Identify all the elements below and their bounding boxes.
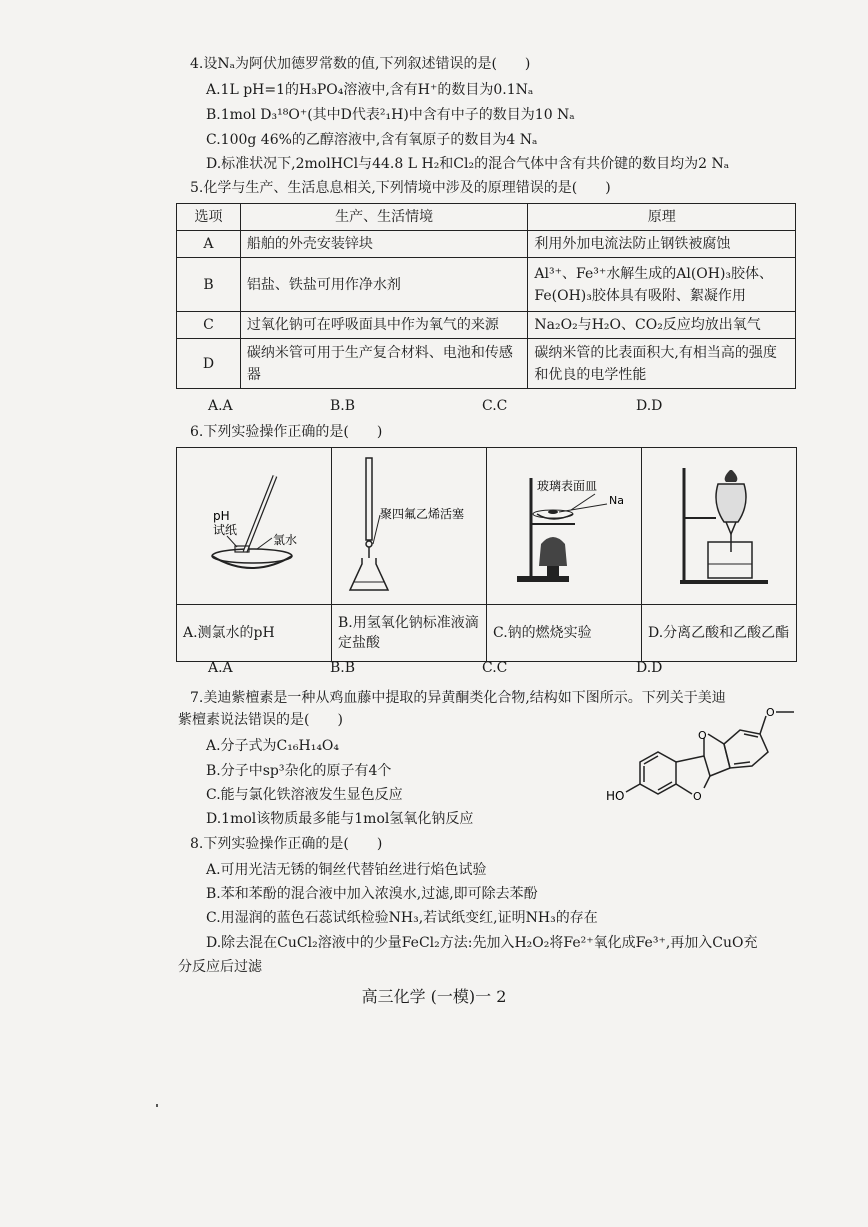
q8-option-d: D.除去混在CuCl₂溶液中的少量FeCl₂方法:先加入H₂O₂将Fe²⁺氧化成Fe³⁺,再加入CuO充: [206, 935, 758, 951]
q7-option-b: B.分子中sp³杂化的原子有4个: [206, 763, 392, 779]
q6-caption-c: C.钠的燃烧实验: [487, 605, 642, 662]
q6-figure-c: [487, 448, 642, 605]
q5-stem: 5.化学与生产、生活息息相关,下列情境中涉及的原理错误的是( ): [190, 180, 611, 196]
q5-header-scene: 生产、生活情境: [240, 204, 527, 231]
q8-option-c: C.用湿润的蓝色石蕊试纸检验NH₃,若试纸变红,证明NH₃的存在: [206, 910, 598, 926]
q5-row-c-option: C: [177, 312, 241, 339]
hydroxyl-label: HO: [606, 789, 625, 803]
q5-choice-c: C.C: [482, 398, 508, 414]
q8-option-b: B.苯和苯酚的混合液中加入浓溴水,过滤,即可除去苯酚: [206, 886, 538, 902]
q6-figure-a: [177, 448, 332, 605]
q5-choice-a: A.A: [208, 398, 233, 414]
q6-choice-b: B.B: [330, 660, 356, 676]
q7-option-c: C.能与氯化铁溶液发生显色反应: [206, 787, 403, 803]
q6-table: [176, 447, 797, 662]
svg-text:O: O: [766, 706, 775, 719]
q4-option-a: A.1L pH=1的H₃PO₄溶液中,含有H⁺的数目为0.1Nₐ: [206, 82, 534, 98]
svg-text:O: O: [693, 790, 702, 803]
sodium-combustion-illustration: [487, 448, 642, 600]
q5-header-option: 选项: [177, 204, 241, 231]
sodium-label: Na: [609, 494, 624, 507]
q8-stem: 8.下列实验操作正确的是( ): [190, 836, 383, 852]
q4-option-b: B.1mol D₃¹⁸O⁺(其中D代表²₁H)中含有中子的数目为10 Nₐ: [206, 107, 575, 123]
test-paper-label: 试纸: [213, 523, 238, 537]
q5-row-d-principle: 碳纳米管的比表面积大,有相当高的强度和优良的电学性能: [528, 339, 796, 389]
q5-row-c-scene: 过氧化钠可在呼吸面具中作为氧气的来源: [240, 312, 527, 339]
q5-row-b-scene: 铝盐、铁盐可用作净水剂: [240, 258, 527, 312]
q4-option-c: C.100g 46%的乙醇溶液中,含有氧原子的数目为4 Nₐ: [206, 132, 538, 148]
q4-stem: 4.设Nₐ为阿伏加德罗常数的值,下列叙述错误的是( ): [190, 56, 531, 72]
stopcock-label: 聚四氟乙烯活塞: [380, 507, 465, 521]
q7-stem-line2: 紫檀素说法错误的是( ): [178, 712, 343, 728]
q5-table: [176, 203, 796, 389]
page-footer: 高三化学 (一模)一 2: [361, 987, 507, 1006]
chlorine-water-label: 氯水: [273, 533, 298, 547]
q7-stem-line1: 7.美迪紫檀素是一种从鸡血藤中提取的异黄酮类化合物,结构如下图所示。下列关于美迪: [190, 690, 726, 706]
q8-option-a: A.可用光洁无锈的铜丝代替铂丝进行焰色试验: [206, 862, 487, 878]
q5-row-d-option: D: [177, 339, 241, 389]
q5-row-a-option: A: [177, 231, 241, 258]
q8-option-d-continued: 分反应后过滤: [178, 959, 262, 975]
q5-row-c-principle: Na₂O₂与H₂O、CO₂反应均放出氧气: [528, 312, 796, 339]
medicarpin-structure: [600, 704, 800, 834]
titration-illustration: [332, 448, 487, 600]
q5-choice-b: B.B: [330, 398, 356, 414]
q6-choice-c: C.C: [482, 660, 508, 676]
q5-row-a-scene: 船舶的外壳安装锌块: [240, 231, 527, 258]
watch-glass-label: 玻璃表面皿: [537, 479, 598, 493]
q6-caption-b: B.用氢氧化钠标准液滴定盐酸: [332, 605, 487, 662]
svg-text:O: O: [698, 729, 707, 742]
q5-choice-d: D.D: [636, 398, 663, 414]
q7-option-a: A.分子式为C₁₆H₁₄O₄: [206, 738, 340, 754]
q6-caption-a: A.测氯水的pH: [177, 605, 332, 662]
ph-label: pH: [213, 509, 230, 523]
separatory-funnel-illustration: [642, 448, 797, 600]
q6-figure-d: [642, 448, 797, 605]
q5-row-b-option: B: [177, 258, 241, 312]
q7-option-d: D.1mol该物质最多能与1mol氢氧化钠反应: [206, 811, 474, 827]
q6-choice-d: D.D: [636, 660, 663, 676]
q5-row-b-principle: Al³⁺、Fe³⁺水解生成的Al(OH)₃胶体、Fe(OH)₃胶体具有吸附、絮凝作用: [528, 258, 796, 312]
q5-row-a-principle: 利用外加电流法防止钢铁被腐蚀: [528, 231, 796, 258]
q6-choice-a: A.A: [208, 660, 233, 676]
q6-caption-d: D.分离乙酸和乙酸乙酯: [642, 605, 797, 662]
q5-row-d-scene: 碳纳米管可用于生产复合材料、电池和传感器: [240, 339, 527, 389]
q5-header-principle: 原理: [528, 204, 796, 231]
ph-test-illustration: [177, 448, 332, 600]
scan-speck: [156, 1104, 158, 1107]
q6-stem: 6.下列实验操作正确的是( ): [190, 424, 383, 440]
q6-figure-b: [332, 448, 487, 605]
q4-option-d: D.标准状况下,2molHCl与44.8 L H₂和Cl₂的混合气体中含有共价键的数目均为2 Nₐ: [206, 156, 730, 172]
